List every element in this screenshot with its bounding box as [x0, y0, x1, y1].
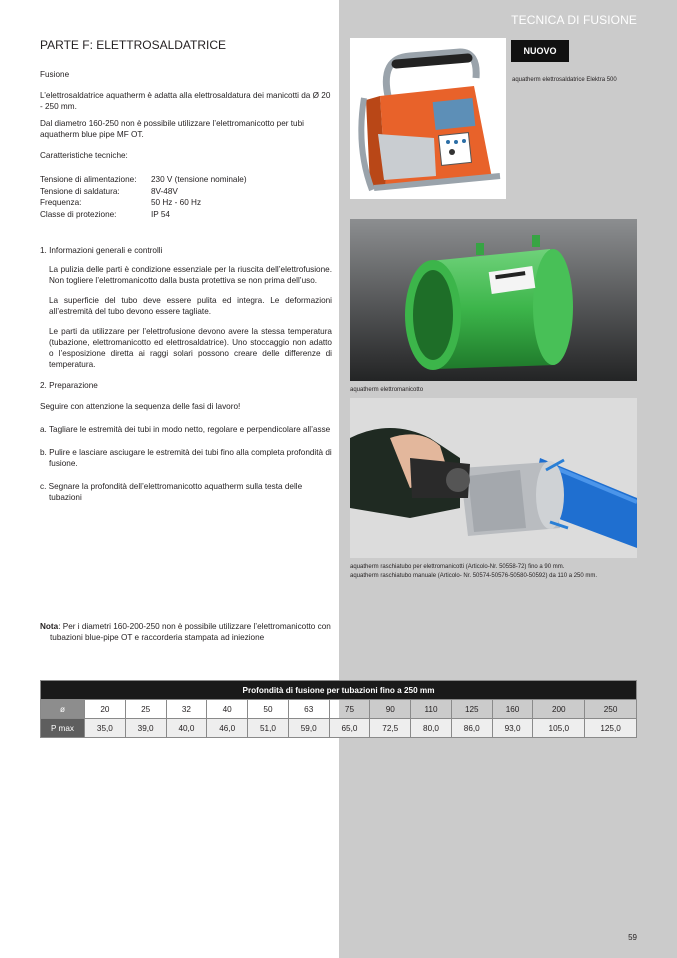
- table-cell: 250: [585, 700, 637, 719]
- table-cell: 90: [370, 700, 411, 719]
- table-cell: 80,0: [411, 719, 452, 738]
- step-item: b. Pulire e lasciare asciugare le estremità dei tubi fino alla completa profondità di fusione.: [40, 448, 332, 468]
- paragraph: Caratteristiche tecniche:: [40, 151, 128, 160]
- table-row: [41, 719, 637, 738]
- table-cell: 40,0: [166, 719, 207, 738]
- paragraph: Le parti da utilizzare per l’elettrofusione devono avere la stessa temperatura (tubazione, elettromanicotto ed elettrosaldatrice). Uno stoccaggio non adatto o l’esposizione diretta ai raggi solari possono creare delle differenze di temperatura.: [49, 327, 332, 369]
- spec-value: 8V-48V: [151, 186, 178, 196]
- table-cell: 63: [288, 700, 329, 719]
- table-cell: 50: [248, 700, 289, 719]
- spec-label: Classe di protezione:: [40, 209, 117, 219]
- table-cell: 39,0: [125, 719, 166, 738]
- fusion-depth-table: [40, 680, 637, 738]
- table-title: Profondità di fusione per tubazioni fino a 250 mm: [41, 681, 637, 700]
- table-cell: 105,0: [533, 719, 585, 738]
- spec-label: Tensione di alimentazione:: [40, 175, 137, 184]
- image-caption: aquatherm raschiatubo per elettromanicotti (Articolo-Nr. 50558-72) fino a 90 mm.: [350, 564, 565, 570]
- table-cell: 35,0: [85, 719, 126, 738]
- table-cell: 125: [451, 700, 492, 719]
- section-heading: 1. Informazioni generali e controlli: [40, 246, 163, 255]
- pipe-scraper-image: [350, 398, 637, 558]
- table-cell: 51,0: [248, 719, 289, 738]
- spec-label: Tensione di saldatura:: [40, 186, 120, 196]
- section-header: TECNICA DI FUSIONE: [511, 13, 637, 27]
- row-label: P max: [41, 719, 85, 738]
- welding-machine-image: [350, 38, 506, 199]
- step-item: a. Tagliare le estremità dei tubi in modo netto, regolare e perpendicolare all’asse: [40, 425, 331, 434]
- paragraph: Seguire con attenzione la sequenza delle fasi di lavoro!: [40, 402, 241, 411]
- table-row: [41, 700, 637, 719]
- table-cell: 20: [85, 700, 126, 719]
- image-caption: aquatherm raschiatubo manuale (Articolo- Nr. 50574-50576-50580-50592) da 110 a 250 mm.: [350, 573, 598, 579]
- paragraph: La superficie del tubo deve essere pulita ed integra. Le deformazioni all’estremità del tubo devono essere tagliate.: [49, 296, 332, 316]
- spec-value: 50 Hz - 60 Hz: [151, 198, 202, 207]
- spec-value: IP 54: [151, 209, 170, 219]
- electrofusion-coupler-image: [350, 219, 637, 381]
- step-item: c. Segnare la profondità dell’elettromanicotto aquatherm sulla testa delle tubazioni: [40, 482, 303, 502]
- paragraph: La pulizia delle parti è condizione essenziale per la riuscita dell’elettrofusione. Non togliere l’elettromanicotto dalla busta protettiva se non prima dell’uso.: [49, 265, 332, 285]
- table-cell: 75: [329, 700, 370, 719]
- table-cell: 72,5: [370, 719, 411, 738]
- paragraph: L’elettrosaldatrice aquatherm è adatta alla elettrosaldatura dei manicotti da Ø 20 - 250 mm.: [40, 91, 331, 111]
- table-cell: 86,0: [451, 719, 492, 738]
- note: [40, 621, 332, 643]
- table-cell: 110: [411, 700, 452, 719]
- table-cell: 160: [492, 700, 533, 719]
- page-number: 59: [628, 933, 637, 942]
- table-cell: 59,0: [288, 719, 329, 738]
- table-cell: 46,0: [207, 719, 248, 738]
- table-cell: 125,0: [585, 719, 637, 738]
- section-heading: 2. Preparazione: [40, 381, 98, 390]
- row-label: ø: [41, 700, 85, 719]
- new-badge: NUOVO: [511, 40, 569, 62]
- table-cell: 32: [166, 700, 207, 719]
- image-caption: aquatherm elettrosaldatrice Elektra 500: [512, 77, 617, 83]
- note-label: Nota: [40, 622, 59, 631]
- spec-label: Frequenza:: [40, 198, 82, 207]
- paragraph: Dal diametro 160-250 non è possibile utilizzare l’elettromanicotto per tubi aquatherm blue pipe MF OT.: [40, 119, 304, 139]
- image-caption: aquatherm elettromanicotto: [350, 387, 424, 393]
- page-title: PARTE F: ELETTROSALDATRICE: [40, 38, 227, 52]
- subtitle: Fusione: [40, 70, 70, 79]
- table-cell: 40: [207, 700, 248, 719]
- table-cell: 200: [533, 700, 585, 719]
- spec-list: [40, 174, 332, 220]
- main-text: [40, 38, 332, 503]
- table-cell: 65,0: [329, 719, 370, 738]
- spec-value: 230 V (tensione nominale): [151, 175, 247, 184]
- table-cell: 93,0: [492, 719, 533, 738]
- table-cell: 25: [125, 700, 166, 719]
- note-text: : Per i diametri 160-200-250 non è possibile utilizzare l’elettromanicotto con tubazioni blue-pipe OT e raccorderia stampata ad iniezione: [50, 622, 331, 642]
